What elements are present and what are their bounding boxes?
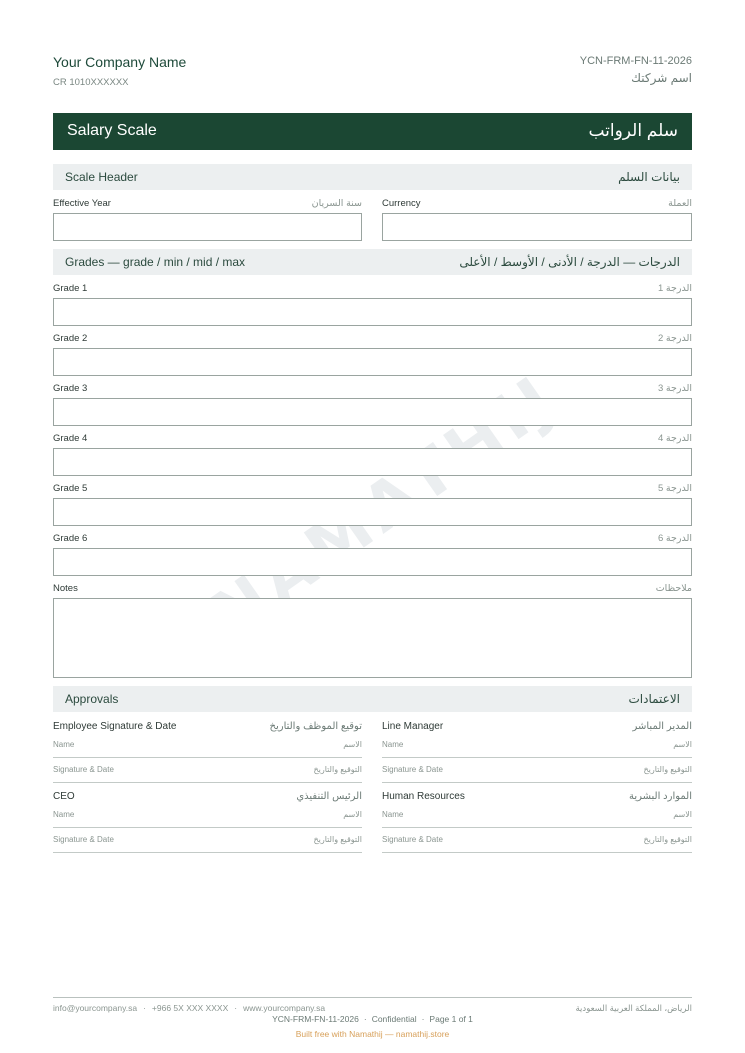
grade-1-label: Grade 1 (53, 283, 88, 294)
document-code: YCN-FRM-FN-11-2026 (579, 55, 692, 67)
approval-title: Line Manager (382, 721, 444, 732)
section-grades (53, 249, 692, 275)
notes-label-arabic: ملاحظات (655, 583, 692, 594)
grade-4-label: Grade 4 (53, 433, 88, 444)
name-label: Name (53, 740, 75, 749)
name-label: Name (382, 740, 404, 749)
footer-email: info@yourcompany.sa (53, 1003, 138, 1013)
name-line[interactable] (53, 757, 362, 758)
approval-title: Employee Signature & Date (53, 721, 177, 732)
separator: · (143, 1003, 146, 1013)
approval-title-arabic: توقيع الموظف والتاريخ (269, 721, 362, 732)
grade-5-field[interactable] (53, 498, 692, 526)
signature-date-label: Signature & Date (53, 765, 114, 774)
effective-year-label: Effective Year (53, 198, 111, 209)
footer-credit-link[interactable]: Built free with Namathij — namathij.store (295, 1029, 450, 1039)
footer-page-number: Page 1 of 1 (429, 1014, 473, 1024)
company-name-arabic: اسم شركتك (631, 71, 692, 85)
notes-label: Notes (53, 583, 78, 594)
approval-title-arabic: الرئيس التنفيذي (296, 791, 362, 802)
footer-address-arabic: الرياض، المملكة العربية السعودية (575, 1003, 692, 1013)
signature-date-label-arabic: التوقيع والتاريخ (643, 765, 692, 774)
company-name: Your Company Name (53, 54, 187, 70)
page-title: Salary Scale (67, 122, 157, 139)
approval-title: Human Resources (382, 791, 465, 802)
footer-doc-code: YCN-FRM-FN-11-2026 (272, 1014, 359, 1024)
separator: · (363, 1014, 367, 1024)
grade-4-label-arabic: الدرجة 4 (657, 433, 692, 444)
grade-3-label-arabic: الدرجة 3 (657, 383, 692, 394)
signature-date-label: Signature & Date (382, 835, 443, 844)
section-title: Grades — grade / min / mid / max (65, 255, 246, 269)
signature-date-label-arabic: التوقيع والتاريخ (313, 835, 362, 844)
footer-contact (53, 1003, 325, 1013)
footer-confidential: Confidential (371, 1014, 417, 1024)
grade-6-field[interactable] (53, 548, 692, 576)
notes-textarea[interactable] (53, 598, 692, 678)
section-title-arabic: الاعتمادات (628, 692, 680, 706)
signature-line[interactable] (382, 852, 692, 853)
signature-date-label: Signature & Date (382, 765, 443, 774)
signature-date-label-arabic: التوقيع والتاريخ (643, 835, 692, 844)
grade-3-field[interactable] (53, 398, 692, 426)
section-scale-header (53, 164, 692, 190)
grade-6-label-arabic: الدرجة 6 (657, 533, 692, 544)
name-label-arabic: الاسم (673, 810, 692, 819)
grade-3-label: Grade 3 (53, 383, 88, 394)
currency-label-arabic: العملة (668, 198, 692, 209)
page-title-arabic: سلم الرواتب (588, 121, 678, 140)
name-label: Name (53, 810, 75, 819)
name-line[interactable] (382, 757, 692, 758)
grade-6-label: Grade 6 (53, 533, 88, 544)
approval-title-arabic: المدير المباشر (632, 721, 692, 732)
signature-line[interactable] (53, 852, 362, 853)
grade-1-field[interactable] (53, 298, 692, 326)
grade-2-label: Grade 2 (53, 333, 88, 344)
grade-5-label: Grade 5 (53, 483, 88, 494)
effective-year-field[interactable] (53, 213, 362, 241)
currency-label: Currency (382, 198, 421, 209)
approval-title: CEO (53, 791, 75, 802)
signature-date-label: Signature & Date (53, 835, 114, 844)
separator: · (421, 1014, 425, 1024)
footer-divider (53, 997, 692, 998)
grade-4-field[interactable] (53, 448, 692, 476)
name-line[interactable] (382, 827, 692, 828)
name-line[interactable] (53, 827, 362, 828)
grade-5-label-arabic: الدرجة 5 (657, 483, 692, 494)
approval-title-arabic: الموارد البشرية (628, 791, 692, 802)
company-cr-number: CR 1010XXXXXX (53, 77, 129, 88)
footer-website: www.yourcompany.sa (243, 1003, 326, 1013)
section-approvals (53, 686, 692, 712)
footer-doc-info (0, 1014, 745, 1024)
section-title: Approvals (65, 692, 119, 706)
section-title-arabic: بيانات السلم (618, 170, 680, 184)
grade-2-field[interactable] (53, 348, 692, 376)
signature-line[interactable] (53, 782, 362, 783)
name-label-arabic: الاسم (673, 740, 692, 749)
section-title-arabic: الدرجات — الدرجة / الأدنى / الأوسط / الأعلى (459, 255, 680, 269)
section-title: Scale Header (65, 170, 138, 184)
grade-2-label-arabic: الدرجة 2 (657, 333, 692, 344)
separator: · (234, 1003, 238, 1013)
signature-line[interactable] (382, 782, 692, 783)
name-label: Name (382, 810, 404, 819)
footer-phone: +966 5X XXX XXXX (151, 1003, 229, 1013)
effective-year-label-arabic: سنة السريان (311, 198, 362, 209)
grade-1-label-arabic: الدرجة 1 (657, 283, 692, 294)
name-label-arabic: الاسم (343, 740, 362, 749)
title-bar (53, 113, 692, 150)
currency-field[interactable] (382, 213, 692, 241)
signature-date-label-arabic: التوقيع والتاريخ (313, 765, 362, 774)
name-label-arabic: الاسم (343, 810, 362, 819)
